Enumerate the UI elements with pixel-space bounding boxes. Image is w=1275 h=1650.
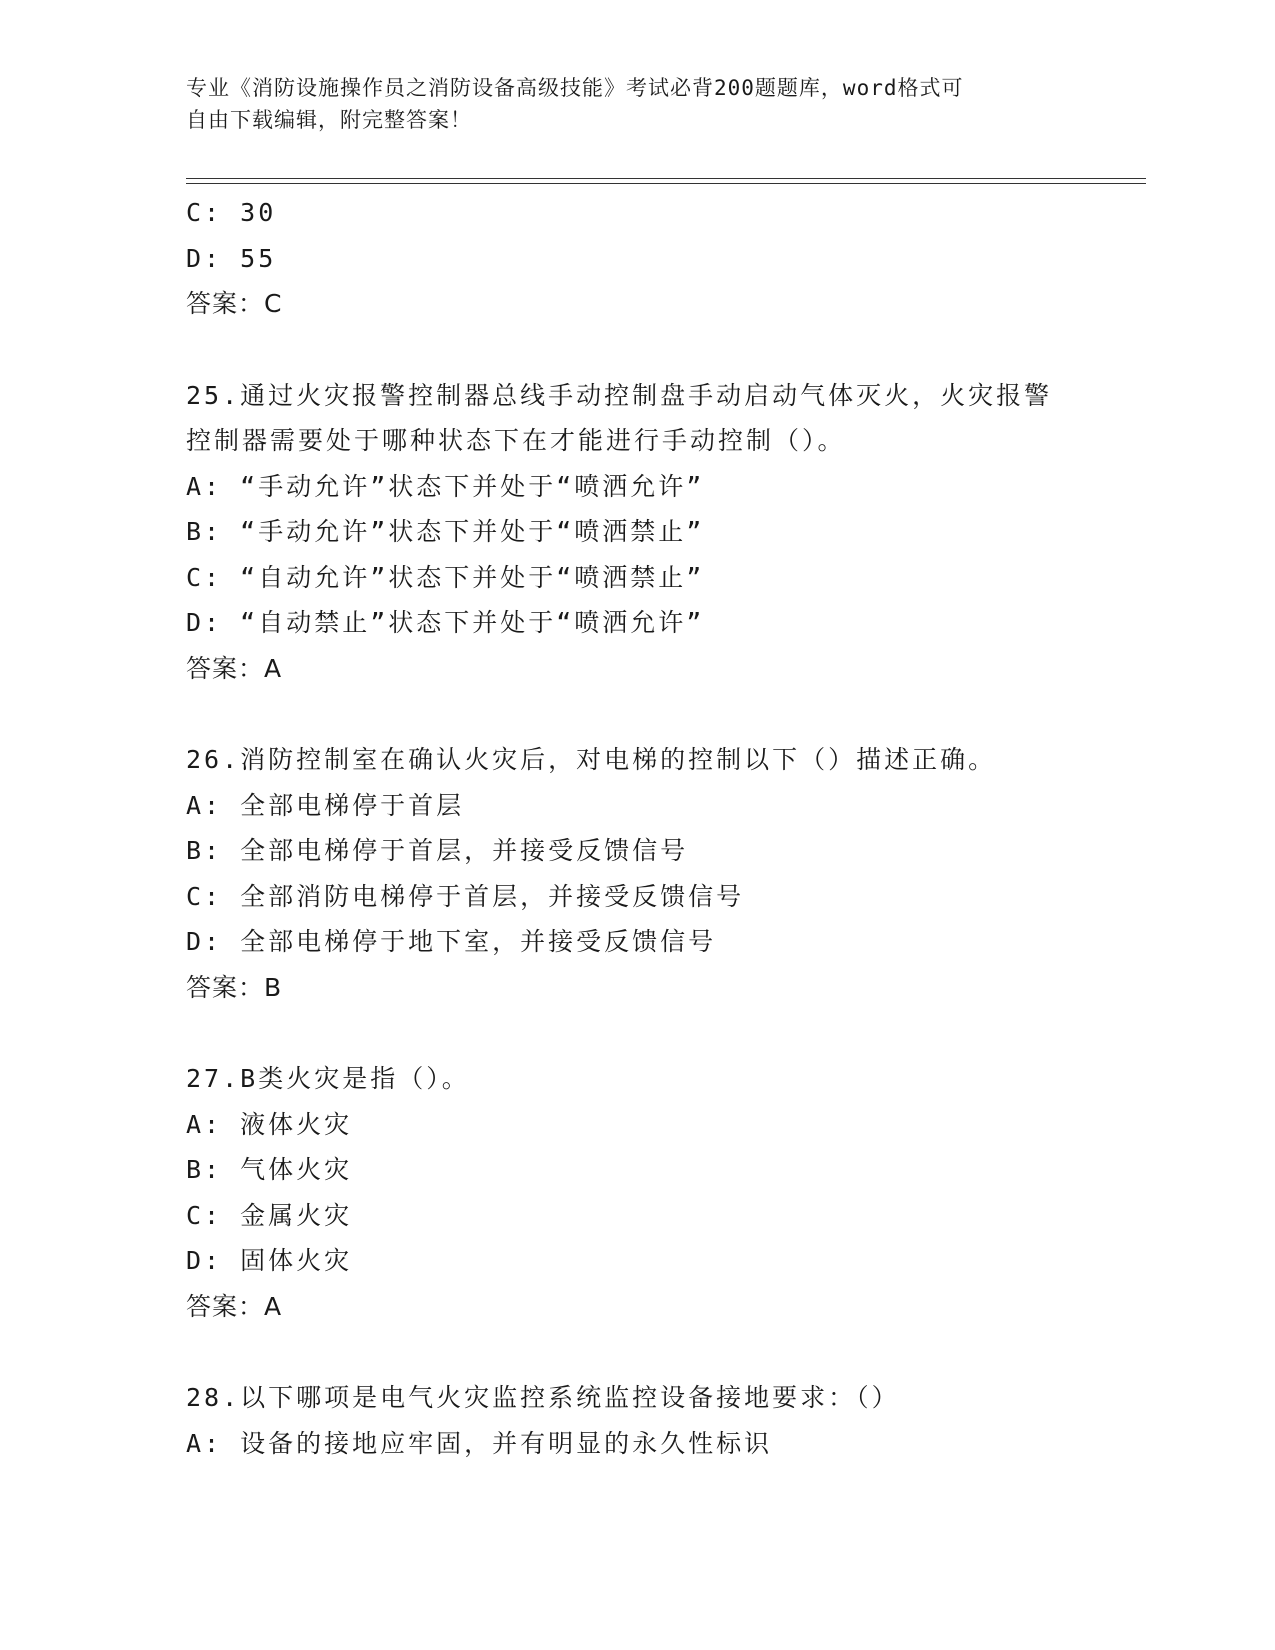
question-text: 27.B类火灾是指（）。	[186, 1064, 470, 1093]
spacer	[186, 691, 1116, 737]
question-26	[186, 737, 1116, 1010]
option-c: C: “自动允许”状态下并处于“喷洒禁止”	[186, 562, 705, 592]
question-27	[186, 1056, 1116, 1329]
spacer	[186, 327, 1116, 373]
option-b: B: “手动允许”状态下并处于“喷洒禁止”	[186, 517, 705, 546]
question-text: 28.以下哪项是电气火灾监控系统监控设备接地要求：（）	[186, 1383, 900, 1412]
option-b: B: 气体火灾	[186, 1155, 353, 1184]
option-c: C: 全部消防电梯停于首层，并接受反馈信号	[186, 881, 745, 911]
header-rule-top	[186, 178, 1146, 179]
answer: 答案：C	[186, 289, 283, 318]
header-line-2: 自由下载编辑，附完整答案！	[186, 108, 472, 132]
question-25	[186, 373, 1116, 692]
answer: 答案：A	[186, 653, 283, 683]
spacer	[186, 1329, 1116, 1375]
question-24-tail	[186, 190, 1116, 327]
option-c: C: 30	[186, 198, 277, 227]
option-a: A: 全部电梯停于首层	[186, 790, 465, 820]
option-a: A: 液体火灾	[186, 1109, 353, 1139]
spacer	[186, 1010, 1116, 1056]
option-a: A: 设备的接地应牢固，并有明显的永久性标识	[186, 1428, 773, 1458]
document-header	[186, 72, 1086, 136]
header-rule-bottom	[186, 183, 1146, 184]
question-text: 25.通过火灾报警控制器总线手动控制盘手动启动气体灭火，火灾报警	[186, 380, 1053, 410]
answer: 答案：B	[186, 972, 283, 1002]
option-a: A: “手动允许”状态下并处于“喷洒允许”	[186, 471, 705, 501]
question-text: 26.消防控制室在确认火灾后，对电梯的控制以下（）描述正确。	[186, 745, 997, 774]
document-body	[186, 190, 1116, 1466]
option-d: D: 全部电梯停于地下室，并接受反馈信号	[186, 927, 717, 956]
question-28	[186, 1375, 1116, 1466]
answer: 答案：A	[186, 1291, 283, 1321]
question-text-continued: 控制器需要处于哪种状态下在才能进行手动控制（）。	[186, 426, 846, 455]
option-d: D: 固体火灾	[186, 1246, 353, 1275]
header-line-1: 专业《消防设施操作员之消防设备高级技能》考试必背200题题库，word格式可	[186, 76, 964, 100]
option-d: D: “自动禁止”状态下并处于“喷洒允许”	[186, 608, 705, 637]
option-b: B: 全部电梯停于首层，并接受反馈信号	[186, 836, 689, 865]
option-d: D: 55	[186, 243, 277, 273]
option-c: C: 金属火灾	[186, 1200, 353, 1230]
